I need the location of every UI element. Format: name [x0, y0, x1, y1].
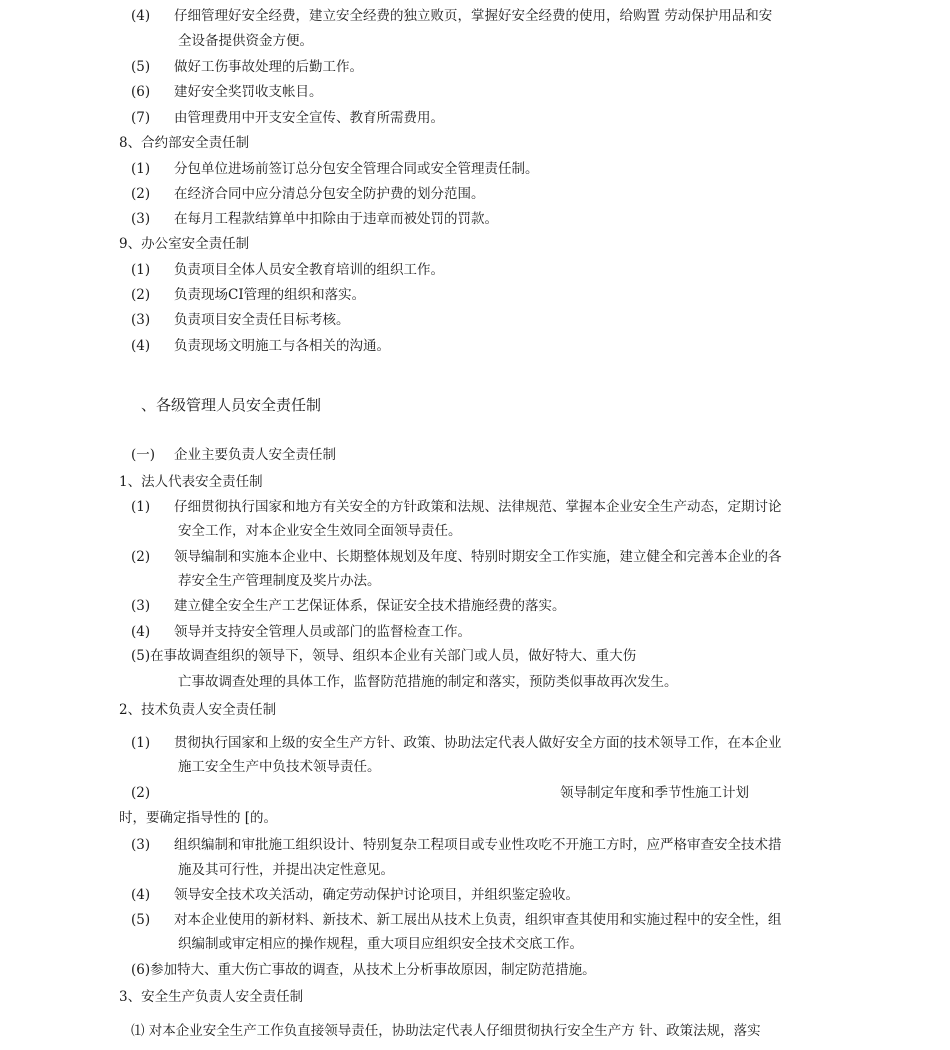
- item-number: (2): [131, 549, 151, 565]
- section-heading: 9、办公室安全责任制: [119, 236, 250, 252]
- text-line: 负责项目全体人员安全教育培训的组织工作。: [174, 262, 444, 278]
- item-number: (4): [131, 887, 151, 903]
- item-number: (5): [131, 912, 151, 928]
- item-number: (2): [131, 287, 151, 303]
- section-heading: 3、安全生产负责人安全责任制: [119, 989, 304, 1005]
- text-line: 亡事故调查处理的具体工作，监督防范措施的制定和落实，预防类似事故再次发生。: [178, 674, 678, 690]
- text-line: 负责现场文明施工与各相关的沟通。: [174, 338, 390, 354]
- text-line: 负责现场CI管理的组织和落实。: [174, 287, 366, 303]
- item-number: (1): [131, 735, 151, 751]
- text-line: 在经济合同中应分清总分包安全防护费的划分范围。: [174, 186, 485, 202]
- item-number: (3): [131, 312, 151, 328]
- text-line: 领导编制和实施本企业中、长期整体规划及年度、特别时期安全工作实施，建立健全和完善本企业的各: [174, 549, 782, 565]
- text-line: ⑴ 对本企业安全生产工作负直接领导责任，协助法定代表人仔细贯彻执行安全生产方 针、政策法规，落实: [131, 1023, 761, 1039]
- item-number: (6): [131, 84, 151, 100]
- text-line: 安全工作，对本企业安全生效同全面领导责任。: [178, 523, 462, 539]
- text-line: (6)参加特大、重大伤亡事故的调查，从技术上分析事故原因，制定防范措施。: [131, 962, 596, 978]
- text-line: 由管理费用中开支安全宣传、教育所需费用。: [174, 110, 444, 126]
- text-line: 建好安全奖罚收支帐目。: [174, 84, 323, 100]
- item-number: (2): [131, 186, 151, 202]
- item-number: (1): [131, 499, 151, 515]
- item-number: (2): [131, 785, 151, 801]
- item-number: (3): [131, 598, 151, 614]
- text-line: 织编制或审定相应的操作规程，重大项目应组织安全技术交底工作。: [178, 936, 583, 952]
- item-number: (4): [131, 624, 151, 640]
- item-number: (4): [131, 8, 151, 24]
- text-line: 做好工伤事故处理的后勤工作。: [174, 59, 363, 75]
- text-line: 领导安全技术攻关活动，确定劳动保护讨论项目，并组织鉴定验收。: [174, 887, 579, 903]
- text-line: 荐安全生产管理制度及奖片办法。: [178, 573, 381, 589]
- item-number: (5): [131, 59, 151, 75]
- text-line: 全设备提供资金方便。: [178, 33, 313, 49]
- text-line: 在每月工程款结算单中扣除由于违章而被处罚的罚款。: [174, 211, 498, 227]
- item-number: (3): [131, 211, 151, 227]
- chapter-heading: 、各级管理人员安全责任制: [141, 396, 322, 414]
- text-line: 仔细贯彻执行国家和地方有关安全的方针政策和法规、法律规范、掌握本企业安全生产动态，定期讨论: [174, 499, 782, 515]
- text-line: 仔细管理好安全经费，建立安全经费的独立败页，掌握好安全经费的使用，给购置 劳动保护用品和安: [174, 8, 773, 24]
- item-number: (一): [131, 447, 156, 463]
- text-line: 时，要确定指导性的 [的。: [119, 810, 278, 826]
- item-number: (7): [131, 110, 151, 126]
- item-number: (1): [131, 161, 151, 177]
- text-line: 对本企业使用的新材料、新技术、新工展出从技术上负责，组织审查其使用和实施过程中的安全性，组: [174, 912, 782, 928]
- text-line: 组织编制和审批施工组织设计、特别复杂工程项目或专业性攻吃不开施工方时，应严格审查安全技术措: [174, 837, 782, 853]
- text-line: 负责项目安全责任目标考核。: [174, 312, 350, 328]
- section-heading: 2、技术负责人安全责任制: [119, 702, 277, 718]
- item-number: (4): [131, 338, 151, 354]
- section-heading: 1、法人代表安全责任制: [119, 474, 263, 490]
- text-line: 领导并支持安全管理人员或部门的监督检查工作。: [174, 624, 471, 640]
- text-line: 施工安全生产中负技术领导责任。: [178, 759, 381, 775]
- text-line: (5)在事故调查组织的领导下，领导、组织本企业有关部门或人员，做好特大、重大伤: [131, 648, 637, 664]
- text-line: 施及其可行性，并提出决定性意见。: [178, 862, 394, 878]
- item-number: (3): [131, 837, 151, 853]
- text-line: 建立健全安全生产工艺保证体系，保证安全技术措施经费的落实。: [174, 598, 566, 614]
- section-heading: 8、合约部安全责任制: [119, 135, 250, 151]
- text-line: 分包单位进场前签订总分包安全管理合同或安全管理责任制。: [174, 161, 539, 177]
- text-line: 领导制定年度和季节性施工计划: [560, 785, 749, 801]
- item-number: (1): [131, 262, 151, 278]
- subsection-heading: 企业主要负责人安全责任制: [174, 447, 336, 463]
- text-line: 贯彻执行国家和上级的安全生产方针、政策、协助法定代表人做好安全方面的技术领导工作，在本企业: [174, 735, 782, 751]
